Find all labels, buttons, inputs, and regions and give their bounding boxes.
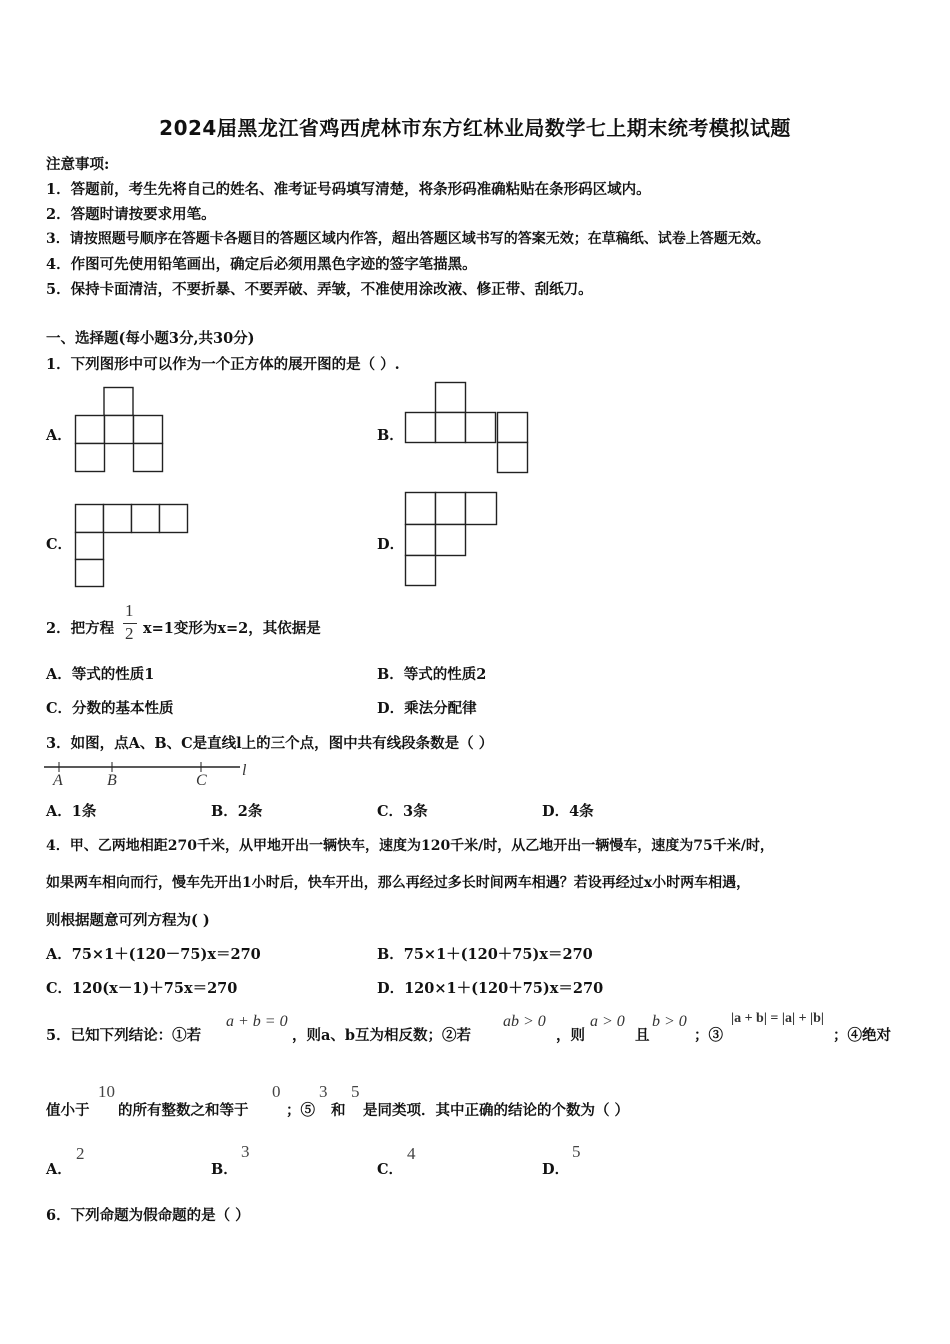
q5-option-d-value: 5 (572, 1142, 581, 1161)
question-3-stem: 3．如图，点A、B、C是直线l上的三个点，图中共有线段条数是（ ） (46, 735, 494, 752)
section-heading: 一、选择题(每小题3分,共30分) (46, 330, 255, 347)
q4-option-b: B．75×1＋(120＋75)x＝270 (377, 946, 593, 963)
q4-line: 则根据题意可列方程为( ) (46, 912, 210, 929)
q5-option-a-value: 2 (76, 1144, 85, 1163)
q5-math-9: 5 (351, 1082, 360, 1101)
q5-math-3: a > 0 (590, 1013, 625, 1030)
note-item: 3．请按照题号顺序在答题卡各题目的答题区域内作答，超出答题区域书写的答案无效；在草稿纸、试卷上答题无效。 (46, 231, 770, 247)
q5-seg9: ；⑤ (286, 1102, 315, 1119)
q4-line: 如果两车相向而行，慢车先开出1小时后，快车开出，那么再经过多长时间两车相遇？若设再经过x小时两车相遇， (46, 875, 751, 891)
q2-frac-num: 1 (125, 601, 134, 620)
q5-seg8: 的所有整数之和等于 (118, 1102, 249, 1119)
q1-option-c-label: C． (46, 536, 73, 553)
q5-seg5: ；③ (694, 1027, 723, 1044)
q2-stem-pre: 2．把方程 (46, 620, 115, 637)
q5-math-1: a + b = 0 (226, 1013, 288, 1030)
q5-math-4: b > 0 (652, 1013, 687, 1030)
q1-net-a (75, 387, 165, 473)
q2-option-c: C．分数的基本性质 (46, 700, 174, 717)
q4-option-c: C．120(x－1)＋75x＝270 (46, 980, 238, 997)
q3-option-d: D．4条 (542, 803, 594, 820)
q3-label-b: B (107, 772, 117, 789)
question-1-stem: 1．下列图形中可以作为一个正方体的展开图的是（ ）. (46, 356, 400, 373)
q5-seg6: ；④绝对 (833, 1027, 891, 1044)
page-title: 2024届黑龙江省鸡西虎林市东方红林业局数学七上期末统考模拟试题 (159, 116, 791, 140)
notes-heading: 注意事项: (46, 156, 110, 173)
q5-math-7: 0 (272, 1082, 281, 1101)
note-item: 2．答题时请按要求用笔。 (46, 206, 216, 223)
q5-math-6: 10 (98, 1082, 115, 1101)
q5-seg11: 是同类项．其中正确的结论的个数为（ ） (363, 1102, 630, 1119)
q4-line: 4．甲、乙两地相距270千米，从甲地开出一辆快车，速度为120千米/时，从乙地开出一辆慢车，速度为75千米/时， (46, 838, 774, 854)
q5-option-c-value: 4 (407, 1144, 416, 1163)
q5-seg2: ，则a、b互为相反数；②若 (292, 1027, 472, 1044)
q5-math-2: ab > 0 (503, 1013, 546, 1030)
q1-net-c (75, 504, 189, 588)
q2-option-b: B．等式的性质2 (377, 666, 487, 683)
q5-seg4: 且 (635, 1027, 650, 1044)
q3-label-l: l (242, 762, 247, 779)
q2-option-d: D．乘法分配律 (377, 700, 477, 717)
q5-seg10: 和 (331, 1102, 346, 1119)
q1-net-b (405, 382, 529, 474)
q1-option-b-label: B． (377, 427, 404, 444)
q4-option-a: A．75×1＋(120－75)x＝270 (46, 946, 261, 963)
q1-option-d-label: D． (377, 536, 405, 553)
note-item: 1．答题前，考生先将自己的姓名、准考证号码填写清楚，将条形码准确粘贴在条形码区域内。 (46, 181, 651, 198)
question-6-stem: 6．下列命题为假命题的是（ ） (46, 1207, 250, 1224)
q1-net-d (405, 492, 500, 588)
q5-option-d-label: D． (542, 1161, 570, 1178)
q3-option-a: A．1条 (46, 803, 97, 820)
q3-label-c: C (196, 772, 207, 789)
q2-stem-post: x=1变形为x=2，其依据是 (143, 620, 321, 637)
q2-frac-den: 2 (125, 624, 134, 643)
q1-option-a-label: A． (46, 427, 72, 444)
q5-math-5: |a + b| = |a| + |b| (731, 1011, 825, 1026)
q5-option-b-value: 3 (241, 1142, 250, 1161)
q4-option-d: D．120×1＋(120＋75)x＝270 (377, 980, 604, 997)
q3-option-b: B．2条 (211, 803, 263, 820)
q3-label-a: A (53, 772, 63, 789)
q5-math-8: 3 (319, 1082, 328, 1101)
q5-option-c-label: C． (377, 1161, 404, 1178)
note-item: 5．保持卡面清洁，不要折暴、不要弄破、弄皱，不准使用涂改液、修正带、刮纸刀。 (46, 281, 593, 298)
q5-seg7: 值小于 (46, 1102, 90, 1119)
q5-seg3: ，则 (556, 1027, 585, 1044)
q3-line-figure (44, 758, 254, 788)
q5-option-b-label: B． (211, 1161, 238, 1178)
q5-option-a-label: A． (46, 1161, 72, 1178)
note-item: 4．作图可先使用铅笔画出，确定后必须用黑色字迹的签字笔描黑。 (46, 256, 477, 273)
q3-option-c: C．3条 (377, 803, 428, 820)
q5-seg1: 5．已知下列结论：①若 (46, 1027, 202, 1044)
q2-option-a: A．等式的性质1 (46, 666, 155, 683)
